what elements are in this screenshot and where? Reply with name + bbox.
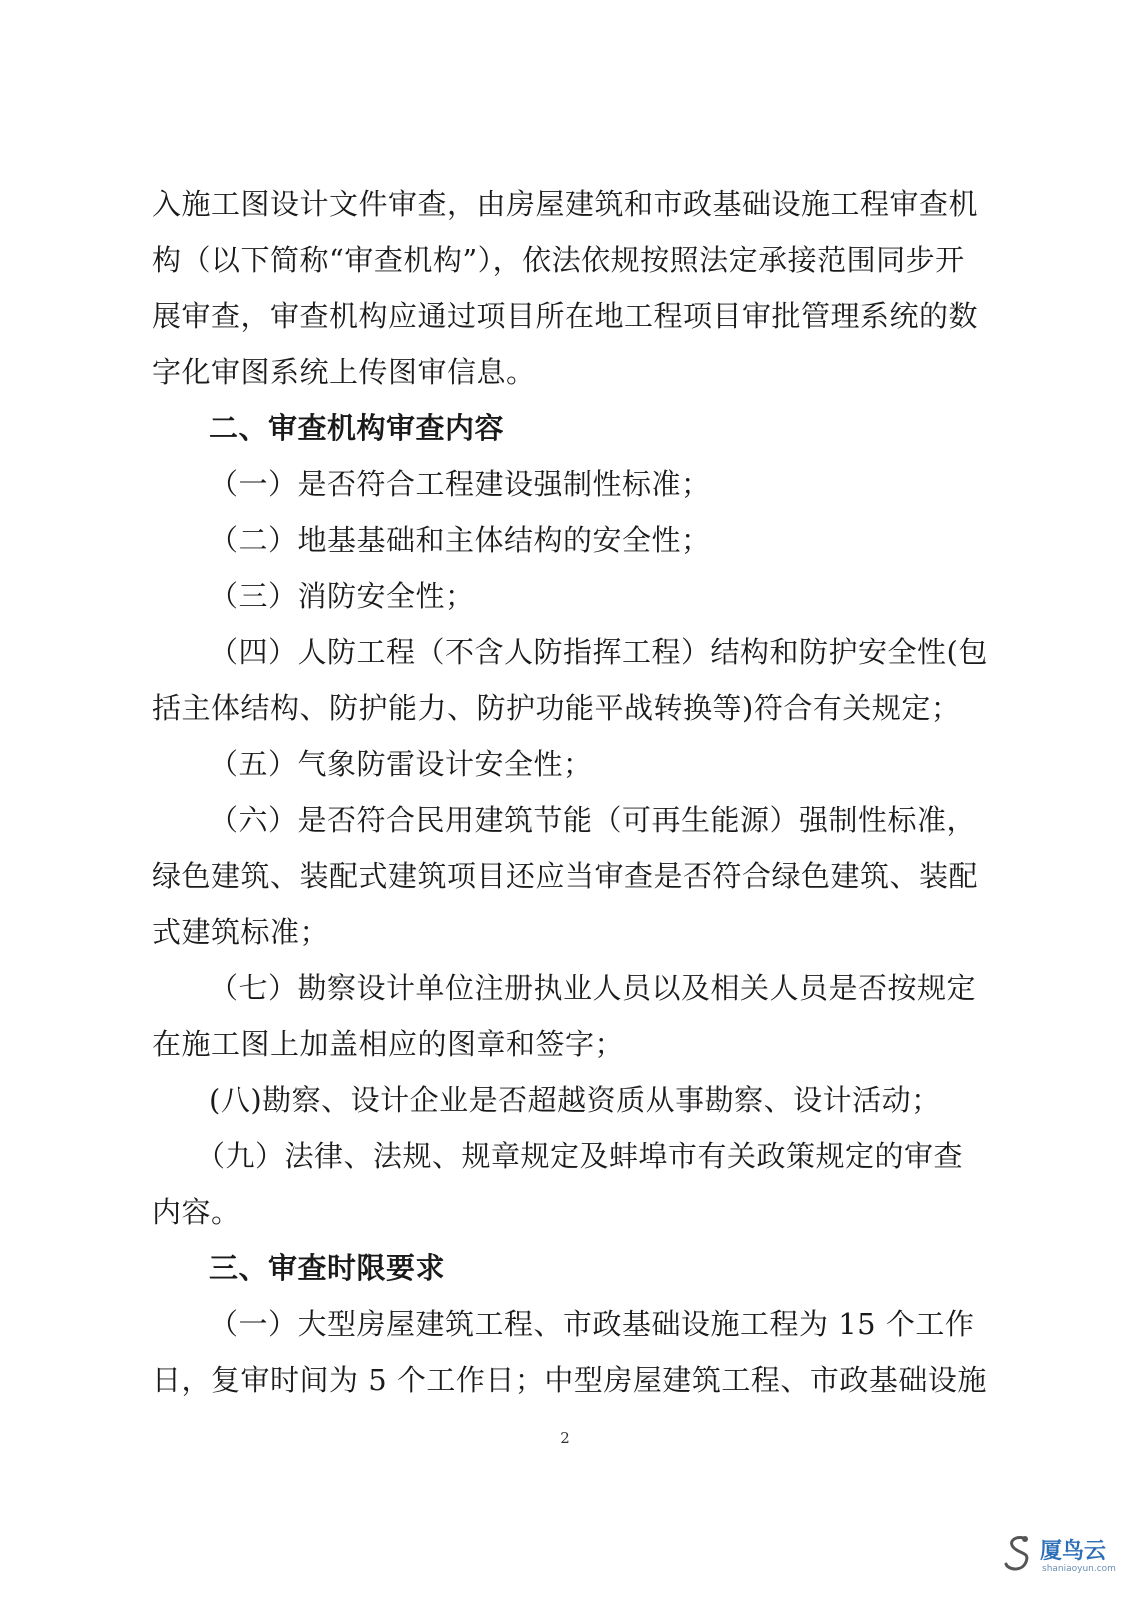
watermark-url: shaniaoyun.com <box>1042 1564 1116 1574</box>
paragraph-line: 展审查，审查机构应通过项目所在地工程项目审批管理系统的数 <box>152 299 979 333</box>
list-item: （一）是否符合工程建设强制性标准； <box>209 467 711 501</box>
list-item: （九）法律、法规、规章规定及蚌埠市有关政策规定的审查 <box>196 1139 964 1173</box>
list-item: （五）气象防雷设计安全性； <box>209 747 593 781</box>
watermark-logo <box>1000 1530 1120 1582</box>
paragraph-line: 日，复审时间为 5 个工作日；中型房屋建筑工程、市政基础设施 <box>152 1363 987 1397</box>
paragraph-line: 入施工图设计文件审查，由房屋建筑和市政基础设施工程审查机 <box>152 187 979 221</box>
paragraph-line: 在施工图上加盖相应的图章和签字； <box>152 1027 625 1061</box>
paragraph-line: 构（以下简称“审查机构”），依法依规按照法定承接范围同步开 <box>152 243 965 277</box>
paragraph-line: 括主体结构、防护能力、防护功能平战转换等)符合有关规定； <box>152 691 961 725</box>
watermark-name: 厦鸟云 <box>1040 1539 1107 1564</box>
list-item: （一）大型房屋建筑工程、市政基础设施工程为 15 个工作 <box>209 1307 975 1341</box>
list-item: （七）勘察设计单位注册执业人员以及相关人员是否按规定 <box>209 971 977 1005</box>
section-heading: 三、审查时限要求 <box>209 1251 446 1285</box>
paragraph-line: 绿色建筑、装配式建筑项目还应当审查是否符合绿色建筑、装配 <box>152 859 979 893</box>
list-item: （三）消防安全性； <box>209 579 475 613</box>
paragraph-line: 内容。 <box>152 1195 241 1229</box>
section-heading: 二、审查机构审查内容 <box>209 411 505 445</box>
list-item: （四）人防工程（不含人防指挥工程）结构和防护安全性(包 <box>209 635 988 669</box>
paragraph-line: 字化审图系统上传图审信息。 <box>152 355 536 389</box>
page-number: 2 <box>560 1429 570 1447</box>
list-item: （二）地基基础和主体结构的安全性； <box>209 523 711 557</box>
paragraph-line: 式建筑标准； <box>152 915 330 949</box>
snake-logo-icon <box>1000 1532 1036 1576</box>
list-item: （六）是否符合民用建筑节能（可再生能源）强制性标准， <box>209 803 977 837</box>
list-item: (八)勘察、设计企业是否超越资质从事勘察、设计活动； <box>209 1083 941 1117</box>
